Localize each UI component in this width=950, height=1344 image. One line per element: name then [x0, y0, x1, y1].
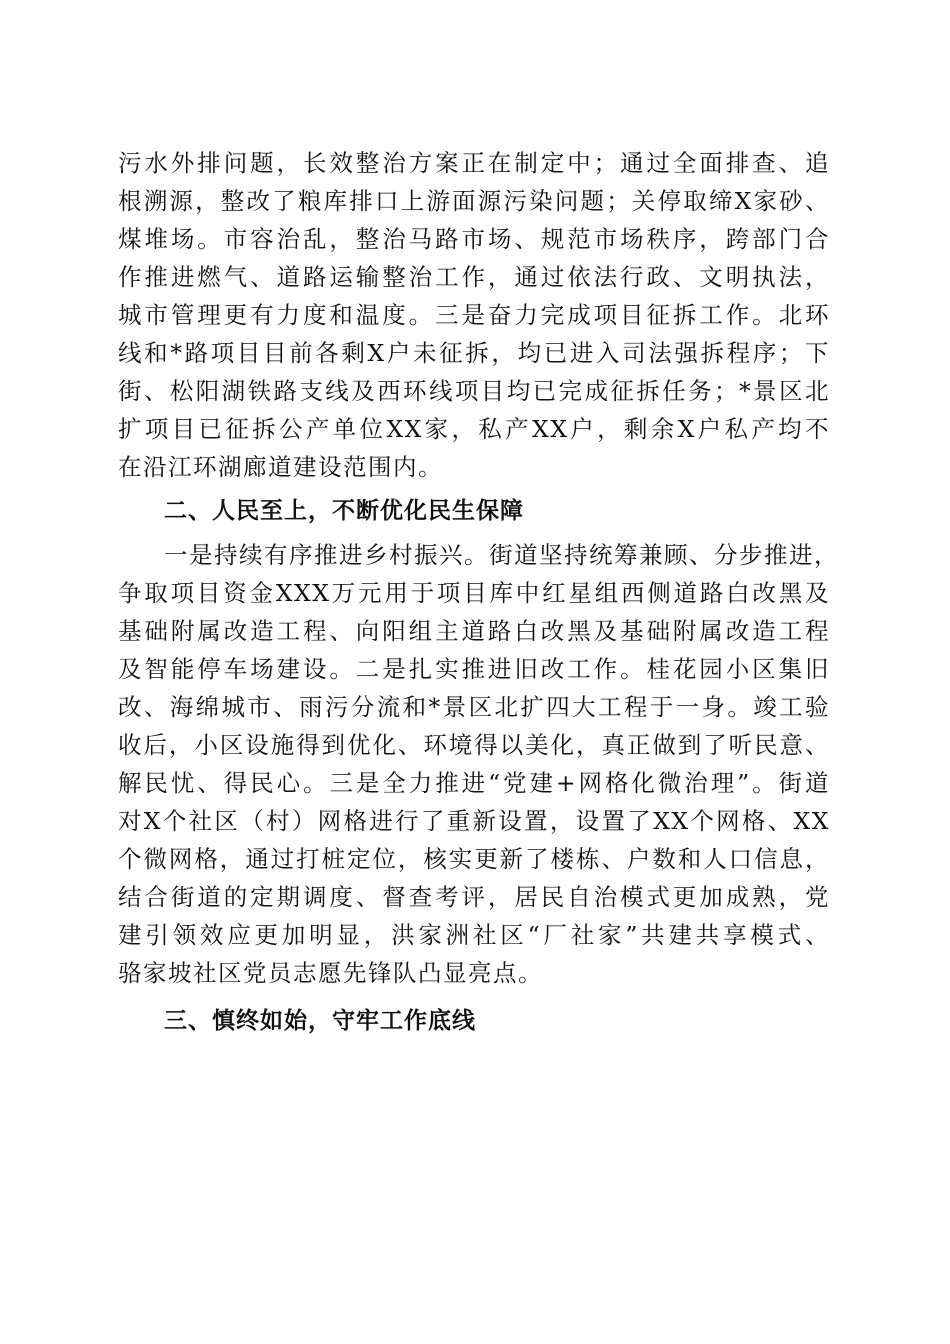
paragraph-line: 作推进燃气、道路运输整治工作，通过依法行政、文明执法， [118, 263, 830, 291]
paragraph-line: 在沿江环湖廊道建设范围内。 [118, 453, 443, 481]
paragraph-line: 结合街道的定期调度、督查考评，居民自治模式更加成熟，党 [118, 883, 830, 911]
paragraph-line: 扩项目已征拆公产单位XX家，私产XX户，剩余X户私产均不 [118, 415, 830, 443]
paragraph-2 [118, 536, 839, 992]
section-heading-2: 二、人民至上，不断优化民生保障 [164, 498, 524, 524]
paragraph-line: 城市管理更有力度和温度。三是奋力完成项目征拆工作。北环 [118, 301, 830, 329]
paragraph-line: 线和*路项目目前各剩X户未征拆，均已进入司法强拆程序；下 [118, 339, 830, 367]
document-body [118, 144, 839, 1040]
paragraph-1 [118, 144, 830, 486]
paragraph-line: 根溯源，整改了粮库排口上游面源污染问题；关停取缔X家砂、 [118, 187, 830, 215]
paragraph-line: 及智能停车场建设。二是扎实推进旧改工作。桂花园小区集旧 [118, 655, 830, 683]
paragraph-line: 街、松阳湖铁路支线及西环线项目均已完成征拆任务；*景区北 [118, 377, 830, 405]
paragraph-line: 煤堆场。市容治乱，整治马路市场、规范市场秩序，跨部门合 [118, 225, 830, 253]
paragraph-line: 一是持续有序推进乡村振兴。街道坚持统筹兼顾、分步推进， [164, 541, 839, 569]
paragraph-line: 争取项目资金XXX万元用于项目库中红星组西侧道路白改黑及 [118, 579, 830, 607]
paragraph-line: 改、海绵城市、雨污分流和*景区北扩四大工程于一身。竣工验 [118, 693, 830, 721]
paragraph-line: 对X个社区（村）网格进行了重新设置，设置了XX个网格、XX [118, 807, 830, 835]
paragraph-line: 个微网格，通过打桩定位，核实更新了楼栋、户数和人口信息， [118, 845, 830, 873]
paragraph-line: 解民忧、得民心。三是全力推进“党建+网格化微治理”。街道 [118, 769, 830, 797]
paragraph-line: 污水外排问题，长效整治方案正在制定中；通过全面排查、追 [118, 149, 830, 177]
paragraph-line: 建引领效应更加明显，洪家洲社区“厂社家”共建共享模式、 [118, 921, 830, 949]
paragraph-line: 基础附属改造工程、向阳组主道路白改黑及基础附属改造工程 [118, 617, 830, 645]
paragraph-line: 收后，小区设施得到优化、环境得以美化，真正做到了听民意、 [118, 731, 830, 759]
section-heading-3: 三、慎终如始，守牢工作底线 [164, 1008, 476, 1034]
paragraph-line: 骆家坡社区党员志愿先锋队凸显亮点。 [118, 959, 543, 987]
